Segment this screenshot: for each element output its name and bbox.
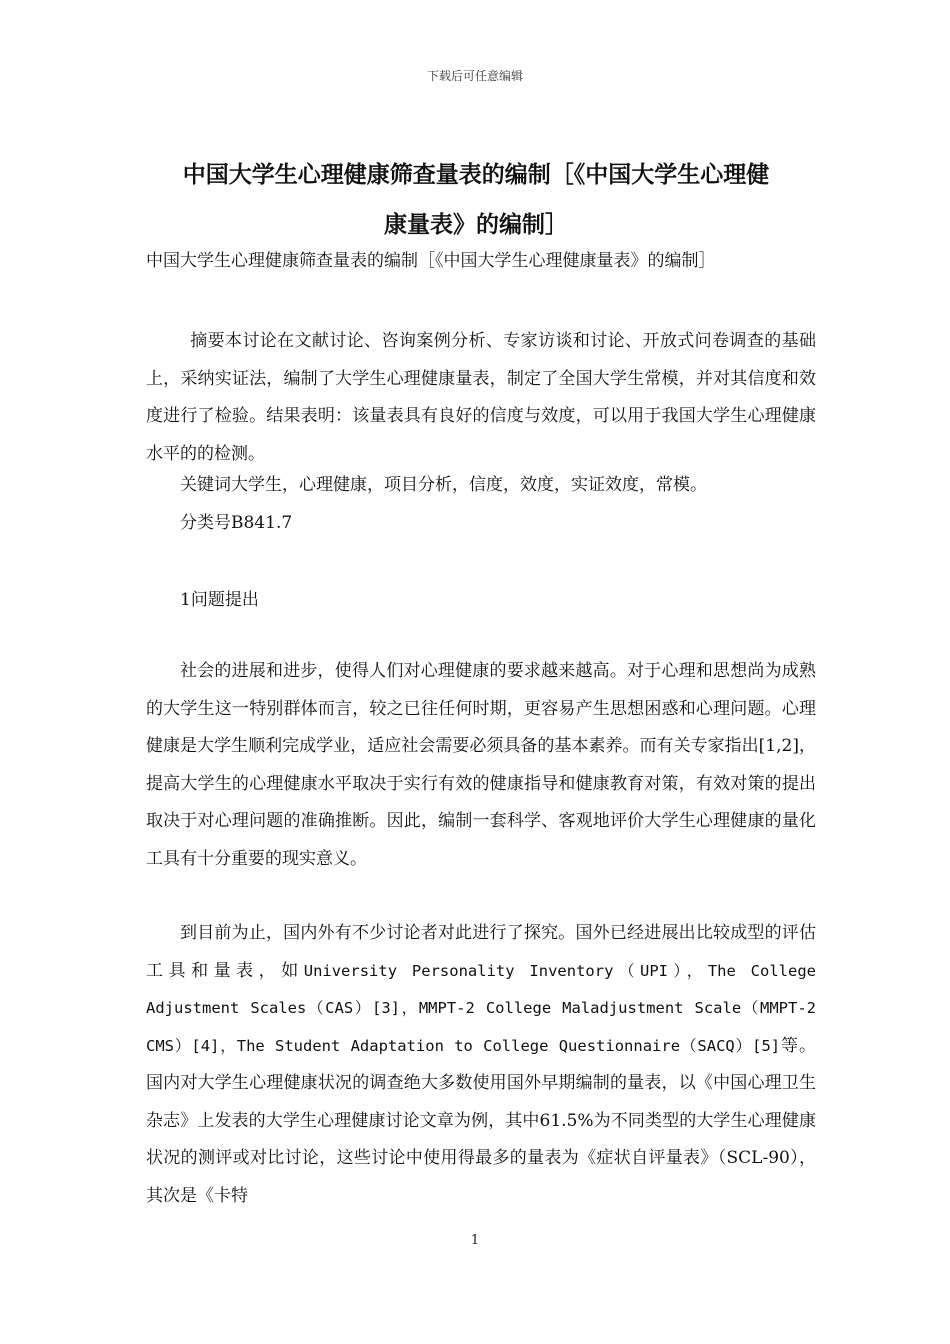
paragraph-2-text-start: 到目前为止，国内外有不少讨论者对此进行了探究。国外已经进展出比较成型的评估工具和量表，如 [146, 923, 816, 981]
document-subtitle: 中国大学生心理健康筛查量表的编制［《中国大学生心理健康量表》的编制］ [146, 251, 716, 271]
page-header: 下载后可任意编辑 [426, 69, 523, 83]
abstract-paragraph: 摘要本讨论在文献讨论、咨询案例分析、专家访谈和讨论、开放式问卷调查的基础上，采纳实证法，编制了大学生心理健康量表，制定了全国大学生常模，并对其信度和效度进行了检验。结果表明：该量表具有良好的信度与效度，可以用于我国大学生心理健康水平的的检测。 [146, 331, 816, 464]
document-title [143, 150, 809, 250]
paragraph-2-text-end: 等。国内对大学生心理健康状况的调查绝大多数使用国外早期编制的量表，以《中国心理卫生杂志》上发表的大学生心理健康讨论文章为例，其中61.5%为不同类型的大学生心理健康状况的测评或对比讨论，这些讨论中使用得最多的量表为《症状自评量表》（SCL-90），其次是《卡特 [146, 1035, 816, 1206]
body-paragraph-1: 社会的进展和进步，使得人们对心理健康的要求越来越高。对于心理和思想尚为成熟的大学生这一特别群体而言，较之已往任何时期，更容易产生思想困惑和心理问题。心理健康是大学生顺利完成学业，适应社会需要必须具备的基本素养。而有关专家指出[1,2]，提高大学生的心理健康水平取决于实行有效的健康指导和健康教育对策，有效对策的提出取决于对心理问题的准确推断。因此，编制一套科学、客观地评价大学生心理健康的量化工具有十分重要的现实意义。 [146, 661, 816, 869]
body-paragraph-2 [146, 915, 816, 1215]
title-line-2: 康量表》的编制］ [384, 212, 568, 238]
keywords-line: 关键词大学生，心理健康，项目分析，信度，效度，实证效度，常模。 [180, 475, 707, 495]
paragraph-2-instrument-list: University Personality Inventory（UPI），The College Adjustment Scales（CAS）[3]，MMPT-2 College Maladjustment Scale（MMPT-2 CMS）[4]，The Student Adaptation to College Questionnaire（SACQ）[5] [146, 961, 817, 1055]
page-number: 1 [470, 1233, 480, 1248]
title-line-1: 中国大学生心理健康筛查量表的编制［《中国大学生心理健 [182, 162, 770, 188]
section-heading: 1问题提出 [180, 590, 259, 610]
classification-line: 分类号B841.7 [180, 513, 293, 533]
